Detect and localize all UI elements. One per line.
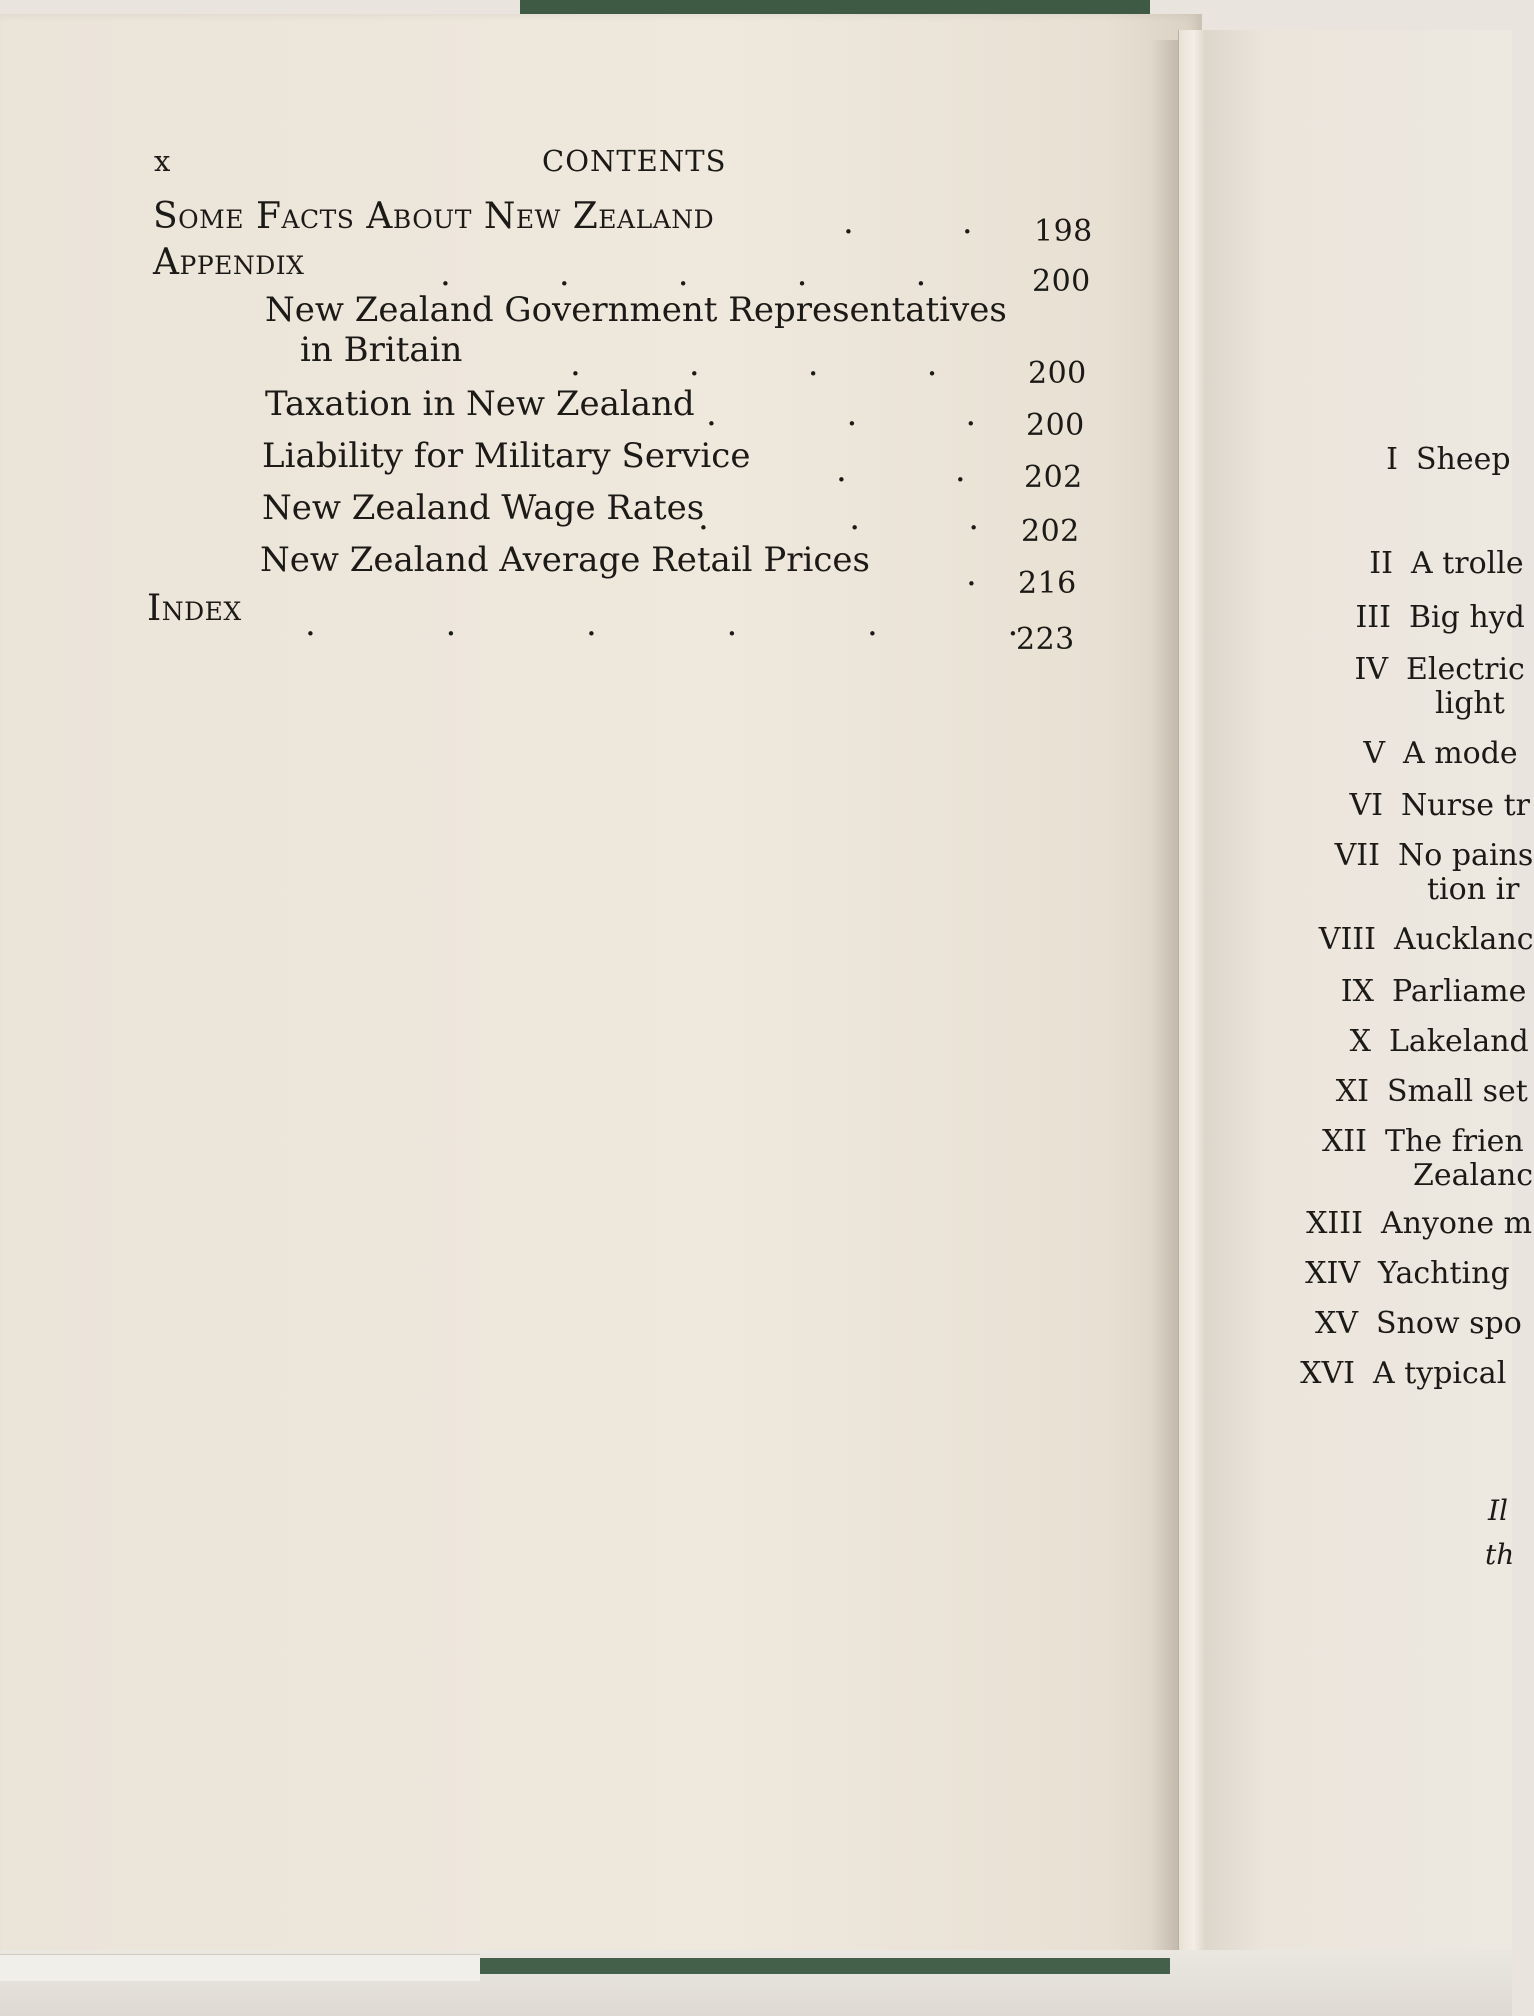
plate-numeral: XIII — [1306, 1206, 1363, 1241]
leader-dots: . . — [836, 450, 966, 490]
plate-entry — [1355, 600, 1525, 635]
leader-dots: . . . — [706, 394, 977, 434]
plate-entry — [1314, 1306, 1522, 1341]
plate-entry-continued — [1413, 1158, 1533, 1193]
toc-subentry-title: New Zealand Average Retail Prices — [260, 540, 870, 580]
plate-caption: A typical — [1373, 1356, 1507, 1391]
plate-numeral: V — [1363, 736, 1385, 771]
plate-caption: Small set — [1387, 1074, 1528, 1109]
plate-entry — [1335, 1074, 1528, 1109]
illustration-note-line: th — [1485, 1538, 1515, 1571]
plate-numeral: XII — [1321, 1124, 1367, 1159]
plate-entry — [1306, 1206, 1533, 1241]
plate-caption: Yachting — [1378, 1256, 1510, 1291]
toc-subentry-title: New Zealand Government Representatives — [265, 290, 1007, 330]
plate-caption: Electric — [1406, 652, 1525, 687]
plate-entry — [1369, 546, 1524, 581]
illustration-note-line: Il — [1488, 1494, 1509, 1527]
toc-page-number: 223 — [1016, 622, 1075, 657]
plate-caption: Snow spo — [1376, 1306, 1522, 1341]
plate-numeral: XVI — [1300, 1356, 1355, 1391]
plate-caption: Aucklanc — [1394, 922, 1534, 957]
toc-subentry-title-continued: in Britain — [300, 330, 463, 370]
book-cover-bottom — [0, 1950, 1512, 2016]
running-head: CONTENTS — [542, 144, 727, 178]
plate-caption: Anyone m — [1381, 1206, 1533, 1241]
plate-numeral: II — [1369, 546, 1393, 581]
plate-numeral: VII — [1334, 838, 1380, 873]
toc-entry-title: Some Facts About New Zealand — [153, 196, 715, 237]
book-cover-green-edge — [470, 1958, 1170, 1974]
plate-entry-continued — [1427, 872, 1520, 907]
toc-page-number: 200 — [1026, 408, 1085, 443]
plate-entry — [1321, 1124, 1524, 1159]
plate-numeral: I — [1386, 442, 1398, 477]
plate-entry — [1340, 974, 1527, 1009]
toc-page-number: 200 — [1028, 356, 1087, 391]
plate-entry — [1386, 442, 1511, 477]
leader-dots: . — [966, 554, 977, 594]
plate-caption-continued: tion ir — [1427, 872, 1520, 907]
plate-caption: Sheep — [1416, 442, 1511, 477]
plate-entry-continued — [1435, 686, 1505, 721]
toc-page-number: 198 — [1034, 214, 1093, 249]
plate-entry — [1363, 736, 1518, 771]
plate-caption-continued: light — [1435, 686, 1505, 721]
toc-page-number: 200 — [1032, 264, 1091, 299]
plate-caption: A mode — [1403, 736, 1518, 771]
leader-dots: . . . — [698, 498, 979, 538]
leader-dots: . . . . . . — [305, 604, 1019, 644]
plate-numeral: IV — [1354, 652, 1388, 687]
plate-caption-continued: Zealanc — [1413, 1158, 1534, 1193]
plate-caption: Nurse tr — [1401, 788, 1530, 823]
plate-entry — [1349, 788, 1530, 823]
plate-caption: Lakeland — [1389, 1024, 1529, 1059]
plate-entry — [1334, 838, 1534, 873]
plate-numeral: XIV — [1305, 1256, 1360, 1291]
plate-entry — [1349, 1024, 1529, 1059]
toc-subentry-title: Liability for Military Service — [262, 436, 751, 476]
toc-entry-title: Appendix — [153, 242, 305, 283]
toc-subentry-title: Taxation in New Zealand — [265, 384, 695, 424]
right-page — [1205, 30, 1534, 1970]
leader-dots: . . — [843, 202, 973, 242]
plate-numeral: III — [1355, 600, 1391, 635]
leader-dots: . . . . . — [440, 254, 927, 294]
toc-subentry-title: New Zealand Wage Rates — [262, 488, 705, 528]
toc-page-number: 216 — [1018, 566, 1077, 601]
toc-entry-title: Index — [147, 588, 242, 629]
plate-entry — [1300, 1356, 1507, 1391]
plate-caption: No pains — [1398, 838, 1534, 873]
plate-caption: A trolle — [1411, 546, 1524, 581]
plate-numeral: XI — [1335, 1074, 1369, 1109]
plate-numeral: X — [1349, 1024, 1371, 1059]
paper-slip — [0, 1954, 480, 1981]
plate-caption: Parliame — [1392, 974, 1527, 1009]
leader-dots: . . . . — [570, 344, 938, 384]
plate-entry — [1305, 1256, 1510, 1291]
plate-numeral: VIII — [1318, 922, 1376, 957]
plate-numeral: IX — [1340, 974, 1374, 1009]
plate-caption: The frien — [1385, 1124, 1524, 1159]
toc-page-number: 202 — [1024, 460, 1083, 495]
plate-numeral: XV — [1314, 1306, 1358, 1341]
plate-entry — [1354, 652, 1525, 687]
plate-caption: Big hyd — [1409, 600, 1525, 635]
toc-page-number: 202 — [1021, 514, 1080, 549]
plate-numeral: VI — [1349, 788, 1383, 823]
left-page — [0, 14, 1202, 1964]
plate-entry — [1318, 922, 1534, 957]
page-folio: x — [154, 144, 171, 178]
